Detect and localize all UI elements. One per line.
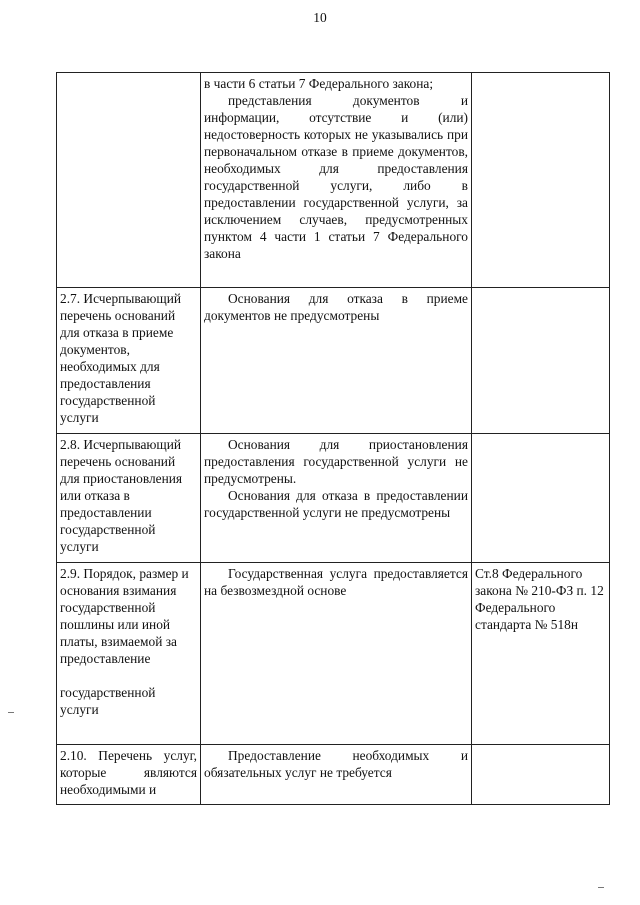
- content-paragraph: Основания для приостановления предоставления государственной услуги не предусмотрены.: [204, 437, 468, 486]
- content-cell: [201, 73, 472, 288]
- content-cell: [201, 745, 472, 805]
- section-title-cell: [57, 288, 201, 434]
- content-paragraph: Предоставление необходимых и обязательных услуг не требуется: [204, 748, 468, 780]
- scan-mark: [8, 712, 14, 713]
- page-number: 10: [313, 10, 327, 25]
- section-title-cell: [57, 434, 201, 563]
- section-title-cell: [57, 745, 201, 805]
- section-title: 2.10. Перечень услуг, которые являются необходимыми и: [60, 748, 197, 797]
- content-paragraph: Основания для отказа в предоставлении государственной услуги не предусмотрены: [204, 488, 468, 520]
- scan-mark: [598, 887, 604, 888]
- section-title: 2.9. Порядок, размер и основания взимания государственной пошлины или иной платы, взимаемой за предоставление: [60, 566, 189, 666]
- reference-cell: [472, 434, 610, 563]
- content-cell: [201, 434, 472, 563]
- content-cell: [201, 563, 472, 745]
- content-cell: [201, 288, 472, 434]
- section-title: 2.8. Исчерпывающий перечень оснований для приостановления или отказа в предоставлении государственной услуги: [60, 437, 183, 554]
- table-row: [57, 73, 610, 288]
- table-row: [57, 434, 610, 563]
- content-paragraph: Государственная услуга предоставляется на безвозмездной основе: [204, 566, 468, 598]
- services-table: [56, 72, 610, 805]
- content-paragraph: представления документов и информации, отсутствие и (или) недостоверность которых не указывались при первоначальном отказе в приеме документов, необходимых для предоставления государственной услуги, либо в предоставлении государственной услуги, за исключением случаев, предусмотренных пунктом 4 части 1 статьи 7 Федерального закона: [204, 93, 468, 261]
- reference-cell: [472, 73, 610, 288]
- section-title-cell: [57, 563, 201, 745]
- section-title: 2.7. Исчерпывающий перечень оснований для отказа в приеме документов, необходимых для предоставления государственной услуги: [60, 291, 182, 425]
- legal-reference: Ст.8 Федерального закона № 210-ФЗ п. 12 Федерального стандарта № 518н: [475, 566, 604, 632]
- content-paragraph: в части 6 статьи 7 Федерального закона;: [204, 76, 434, 91]
- reference-cell: [472, 563, 610, 745]
- reference-cell: [472, 288, 610, 434]
- section-title-continuation: государственной услуги: [60, 685, 156, 717]
- reference-cell: [472, 745, 610, 805]
- section-title-cell: [57, 73, 201, 288]
- table-row: [57, 745, 610, 805]
- table-row: [57, 563, 610, 745]
- content-paragraph: Основания для отказа в приеме документов не предусмотрены: [204, 291, 468, 323]
- table-row: [57, 288, 610, 434]
